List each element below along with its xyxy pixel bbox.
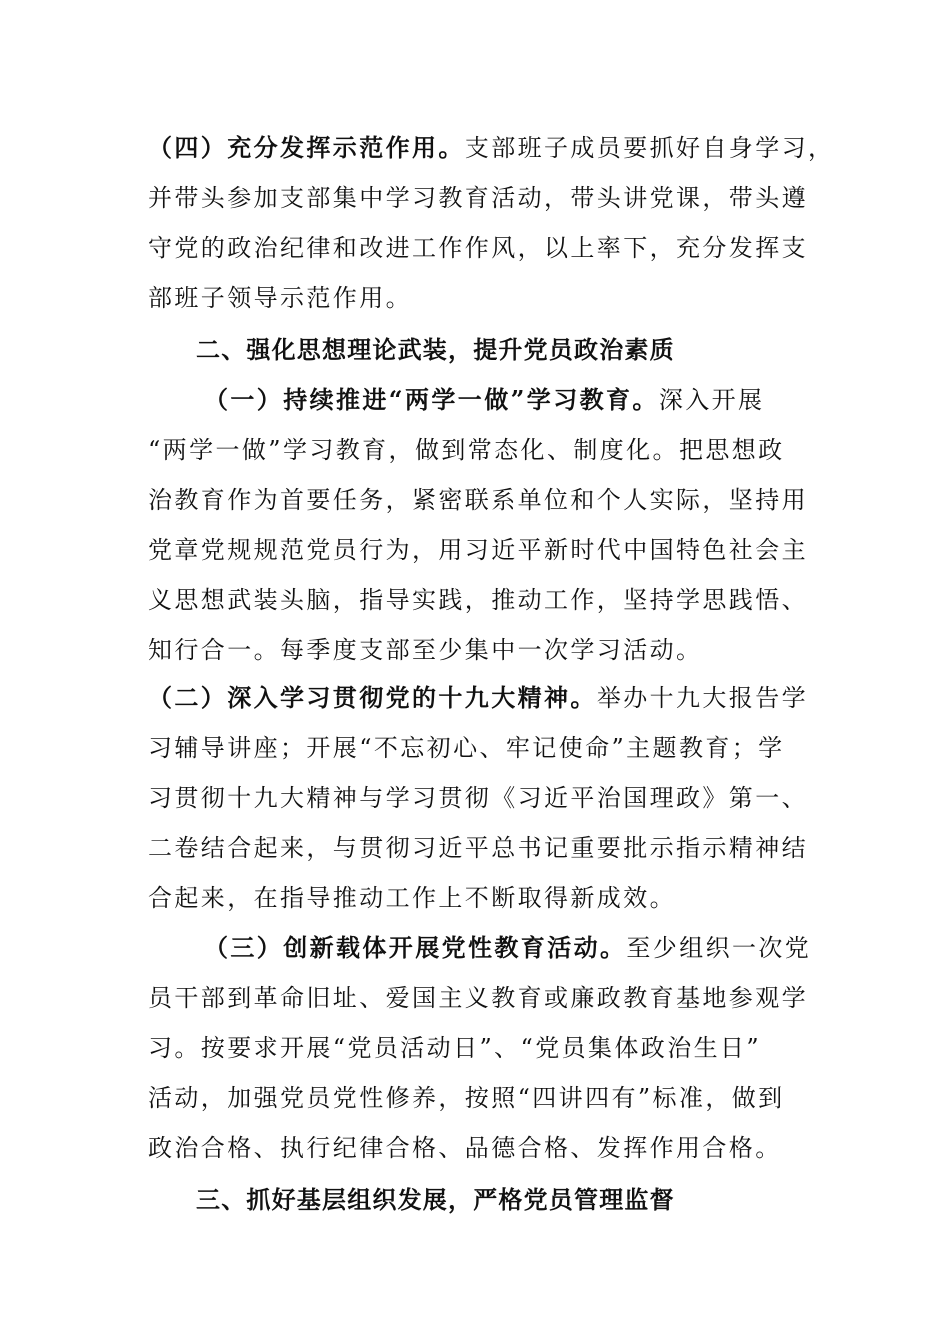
para-1-line-1: [204, 380, 874, 420]
para-1-line-5: 义思想武装头脑，指导实践，推动工作，坚持学思践悟、: [148, 586, 808, 614]
para-2-line-1: [148, 678, 818, 718]
para-3-line-5: 政治合格、执行纪律合格、品德合格、发挥作用合格。: [148, 1134, 782, 1162]
para-3-line-2: 员干部到革命旧址、爱国主义教育或廉政教育基地参观学: [148, 984, 808, 1012]
para-2-line-2: 习辅导讲座；开展“不忘初心、牢记使命”主题教育；学: [148, 734, 785, 762]
para-2-line-3: 习贯彻十九大精神与学习贯彻《习近平治国理政》第一、: [148, 784, 808, 812]
para-2-text: 举办十九大报告学: [596, 684, 809, 712]
para-3-line-3: 习。按要求开展“党员活动日”、“党员集体政治生日”: [148, 1034, 762, 1062]
para-3-line-1: [204, 928, 874, 968]
para-4-line-3: 守党的政治纪律和改进工作作风，以上率下，充分发挥支: [148, 234, 808, 262]
para-4-text: 支部班子成员要抓好自身学习，: [464, 134, 835, 162]
para-1-text: 深入开展: [658, 386, 765, 414]
para-4-line-1: [148, 128, 835, 168]
para-4-line-2: 并带头参加支部集中学习教育活动，带头讲党课，带头遵: [148, 184, 808, 212]
para-1-heading: （一）持续推进“两学一做”学习教育。: [204, 385, 659, 414]
para-3-heading: （三）创新载体开展党性教育活动。: [204, 933, 627, 962]
para-3-text: 至少组织一次党: [626, 934, 812, 962]
section-heading-3: 三、抓好基层组织发展，严格党员管理监督: [196, 1185, 675, 1214]
section-heading-2: 二、强化思想理论武装，提升党员政治素质: [196, 335, 675, 364]
para-4-heading: （四）充分发挥示范作用。: [148, 133, 465, 162]
para-1-line-3: 治教育作为首要任务，紧密联系单位和个人实际，坚持用: [148, 486, 808, 514]
para-2-line-5: 合起来，在指导推动工作上不断取得新成效。: [148, 884, 676, 912]
para-4-line-4: 部班子领导示范作用。: [148, 284, 412, 312]
para-1-line-4: 党章党规规范党员行为，用习近平新时代中国特色社会主: [148, 536, 808, 564]
para-3-line-4: 活动，加强党员党性修养，按照“四讲四有”标准，做到: [148, 1084, 785, 1112]
para-1-line-2: “两学一做”学习教育，做到常态化、制度化。把思想政: [148, 436, 785, 464]
para-2-line-4: 二卷结合起来，与贯彻习近平总书记重要批示指示精神结: [148, 834, 808, 862]
para-2-heading: （二）深入学习贯彻党的十九大精神。: [148, 683, 597, 712]
para-1-line-6: 知行合一。每季度支部至少集中一次学习活动。: [148, 636, 703, 664]
